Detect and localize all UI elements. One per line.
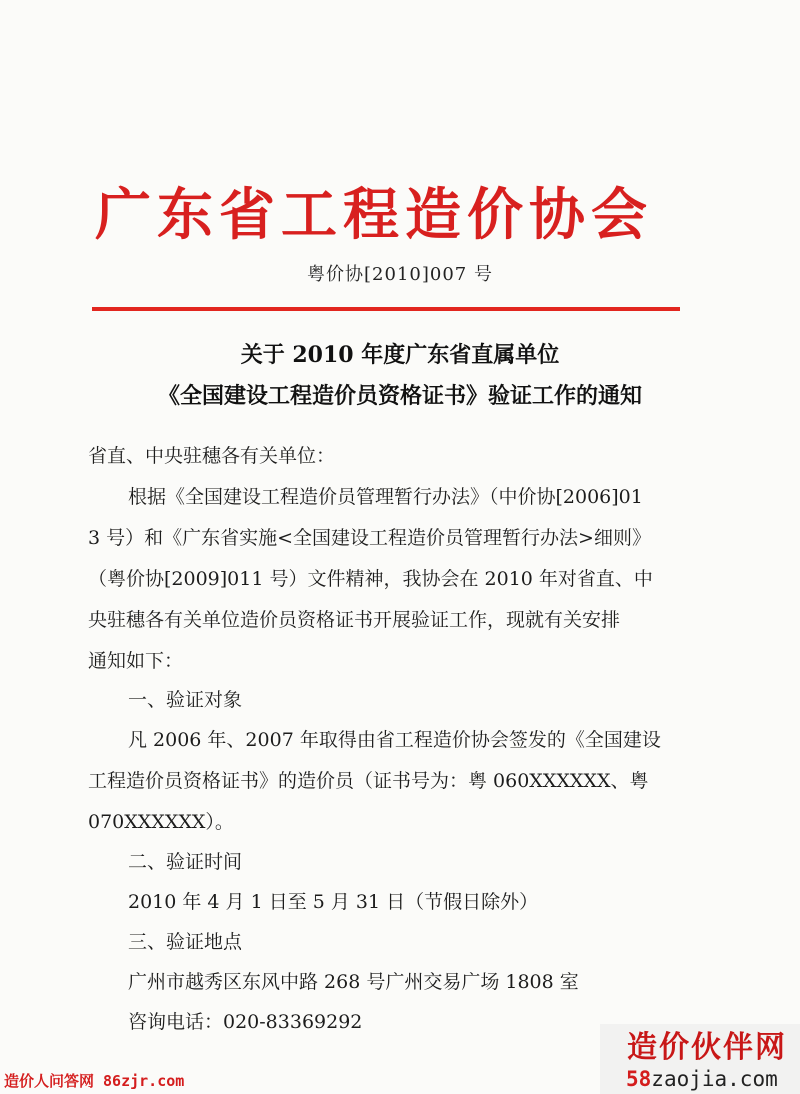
watermark-url-number: 58 <box>626 1067 652 1091</box>
org-name-heading: 广东省工程造价协会 <box>95 182 653 248</box>
notice-title-line-2: 《全国建设工程造价员资格证书》验证工作的通知 <box>157 383 642 409</box>
red-divider-line <box>92 307 680 311</box>
document-number: 粤价协[2010]007 号 <box>307 264 493 285</box>
watermark-left: 造价人问答网 86zjr.com <box>4 1072 185 1090</box>
paragraph-line: 央驻穗各有关单位造价员资格证书开展验证工作，现就有关安排 <box>88 609 621 631</box>
verification-address: 广州市越秀区东风中路 268 号广州交易广场 1808 室 <box>128 971 579 993</box>
paragraph-line: 工程造价员资格证书》的造价员（证书号为：粤 060XXXXXX、粤 <box>88 770 649 792</box>
paragraph-line: 3 号）和《广东省实施<全国建设工程造价员管理暂行办法>细则》 <box>88 527 651 549</box>
watermark-right-logo-text: 造价伙伴网 <box>627 1030 787 1065</box>
paragraph-line: 根据《全国建设工程造价员管理暂行办法》（中价协[2006]01 <box>128 486 643 508</box>
contact-phone: 咨询电话：020-83369292 <box>128 1011 363 1033</box>
watermark-url-domain: zaojia.com <box>651 1067 778 1091</box>
section-heading-targets: 一、验证对象 <box>128 689 243 711</box>
section-heading-time: 二、验证时间 <box>128 851 243 873</box>
paragraph-line: （粤价协[2009]011 号）文件精神，我协会在 2010 年对省直、中 <box>88 568 653 590</box>
verification-time: 2010 年 4 月 1 日至 5 月 31 日（节假日除外） <box>128 891 539 913</box>
section-heading-location: 三、验证地点 <box>128 931 243 953</box>
paragraph-line: 通知如下： <box>88 650 184 672</box>
watermark-right-url <box>626 1066 778 1092</box>
salutation: 省直、中央驻穗各有关单位： <box>88 445 336 467</box>
paragraph-line: 070XXXXXX）。 <box>88 811 234 833</box>
paragraph-line: 凡 2006 年、2007 年取得由省工程造价协会签发的《全国建设 <box>128 729 661 751</box>
notice-title-line-1: 关于 2010 年度广东省直属单位 <box>240 342 560 368</box>
